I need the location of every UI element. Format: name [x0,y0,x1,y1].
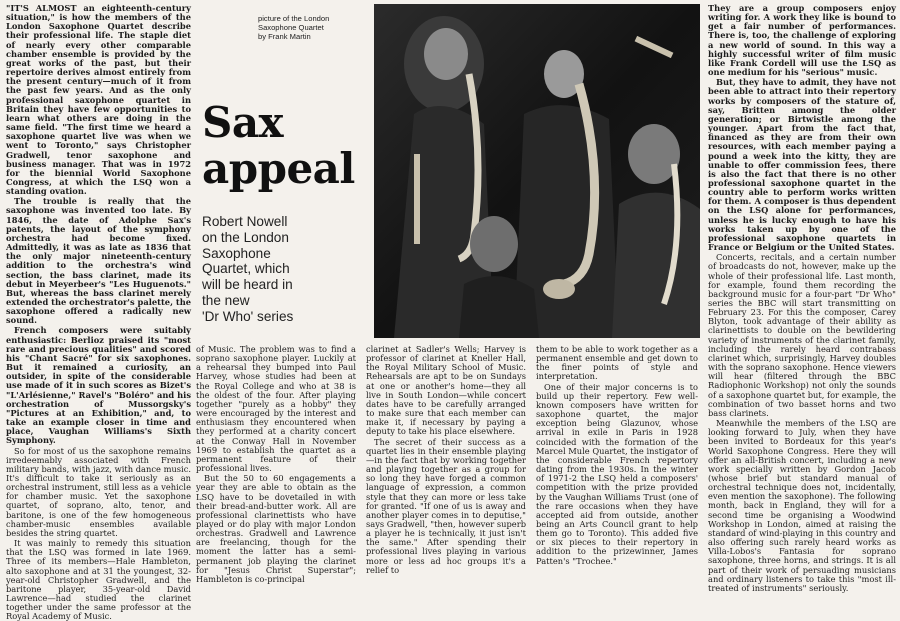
paragraph: Concerts, recitals, and a certain number of broadcasts do not, however, make up the whole of their professional life. Last month, for example, found them recording the background music for a four-part "Dr Who" series the BBC will start transmitting on February 23. For this the composer, Carey Blyton, took advantage of their ability as clarinettists to double on the bewildering variety of instruments of the clarinet family, including the rarely heard contrabass clarinet which, surprisingly, Harvey doubles with the soprano saxophone. Hence viewers will hear (filtered through the BBC Radiophonic Workshop) not only the sounds of a saxophone quartet but, for example, the combination of two basset horns and two bass clarinets. [708,252,896,418]
paragraph: French composers were suitably enthusiastic: Berlioz praised its "most rare and precious qualities" and scored his "Chant Sacré" for six saxophones. But it remained a curiosity, an outsider, in spite of the considerable use made of it in such scores as Bizet's "L'Arlésienne," Ravel's "Boléro" and his orchestration of Mussorgsky's "Pictures at an Exhibition," and, to take an example closer in time and place, Vaughan Williams's Sixth Symphony. [6,325,191,446]
paragraph: The trouble is really that the saxophone was invented too late. By 1846, the date of Adolphe Sax's patents, the layout of the symphony orchestra had become fixed. Admittedly, it was as late as 1836 that the only major nineteenth-century addition to the orchestra's wind section, the bass clarinet, made its debut in Meyerbeer's "Les Huguenots." But, whereas the bass clarinet merely extended the orchestrator's palette, the saxophone offered a radically new sound. [6,196,191,326]
article-column-2 [196,344,356,584]
article-column-4 [536,345,698,581]
photo-credit-line: picture of the London [258,14,330,23]
standfirst-line: 'Dr Who' series [202,308,294,324]
paragraph: them to be able to work together as a permanent ensemble and get down to the finer points of style and interpretation. [536,344,698,382]
standfirst [202,214,370,325]
headline-block [196,4,372,338]
quartet-photo [374,4,700,338]
photo-illustration [374,4,700,338]
headline [202,100,370,192]
paragraph: But the 50 to 60 engagements a year they are able to obtain as the LSQ have to be dovetailed in with their bread-and-butter work. All are professional clarinettists who have played or do play with major London orchestras. Gradwell and Lawrence are freelancing, though for the moment the latter has a semi-permanent job playing the clarinet for "Jesus Christ Superstar"; Hambleton is co-principal [196,473,356,584]
standfirst-line: Quartet, which [202,261,290,277]
standfirst-line: Robert Nowell [202,214,288,229]
article-column-3 [366,345,526,581]
standfirst-line: will be heard in [202,277,293,293]
paragraph: The secret of their success as a quartet lies in their ensemble playing—in the fact that by working together and playing together as a group for so long they have forged a common language of expression, a common style that they can more or less take for granted. "If one of us is away and another player comes in to deputise," says Gradwell, "then, however superb a player he is technically, it just isn't the same." After spending their professional lives playing in various more or less ad hoc groups it's a relief to [366,436,526,575]
paragraph: "IT'S ALMOST an eighteenth-century situation," is how the members of the London Saxophone Quartet describe their professional life. The staple diet of nearly every other comparable chamber ensemble is provided by the great works of the past, but their repertoire derives almost entirely from the present century—much of it from the past few years. And as the only professional saxophone quartet in Britain they have few opportunities to learn what others are doing in the same field. "The first time we heard a saxophone quartet live was when we went to Toronto," says Christopher Gradwell, tenor saxophone and business manager. That was in 1972 for the biennial World Saxophone Congress, at which the LSQ won a standing ovation. [6,3,191,197]
standfirst-line: the new [202,292,250,308]
article-column-5 [708,3,896,593]
paragraph: One of their major concerns is to build up their repertory. Few well-known composers have written for saxophone quartet, the major exception being Glazunov, whose arrival in exile in Paris in 1928 coincided with the formation of the Marcel Mule Quartet, the instigator of the considerable French repertory dating from the 1930s. In the winter of 1971-2 the LSQ held a composers' competition with the prize provided by the Vaughan Williams Trust (one of the rare occasions when they have accepted aid from outside, another being an Arts Council grant to help them go to Toronto). This added five or six pieces to their repertory in addition to the prizewinner, James Patten's "Trochee." [536,381,698,566]
paragraph: Meanwhile the members of the LSQ are looking forward to July, when they have been invited to Bordeaux for this year's World Saxophone Congress. Here they will offer an all-British concert, including a new work specially written by Gordon Jacob (whose brief but standard manual of orchestral technique does not, incidentally, even mention the saxophone). The following month, back in England, they will for a second time be organising a Woodwind Workshop in London, aimed at raising the standard of wind-playing in this country and also offering such rarely heard works as Villa-Lobos's Fantasia for soprano saxophone, three horns, and strings. It is all part of their work of persuading musicians and ordinary listeners to take this "most ill-treated of instruments" seriously. [708,418,896,593]
photo-credit [258,14,368,41]
standfirst-line: Saxophone [202,245,271,261]
standfirst-line: on the London [202,229,289,245]
photo-credit-line: by Frank Martin [258,32,311,41]
photo-credit-line: Saxophone Quartet [258,23,324,32]
article-column-1 [6,3,191,621]
paragraph: So for most of us the saxophone remains irredeemably associated with French military bands, with jazz, with dance music. It's difficult to take it seriously as an orchestral instrument, still less as a vehicle for chamber music. Yet the saxophone quartet, of soprano, alto, tenor, and baritone, is one of the few homogeneous chamber-music ensembles available besides the string quartet. [6,445,191,538]
headline-line-1: Sax [202,98,284,147]
paragraph: They are a group composers enjoy writing for. A work they like is bound to get a fair number of performances. There is, too, the challenge of exploring a new world of sound. In this way a highly successful writer of film music like Frank Cordell will use the LSQ as one medium for his "serious" music. [708,3,896,78]
paragraph: clarinet at Sadler's Wells; Harvey is professor of clarinet at Kneller Hall, the Royal Military School of Music. Rehearsals are apt to be on Sundays at one or another's home—they all live in South London—while concert dates have to be carefully arranged to make sure that each member can make it, if necessary by paying a deputy to take his place elsewhere. [366,344,526,437]
paragraph: But, they have to admit, they have not been able to attract into their repertory works by composers of the stature of, say, Britten among the older generation; or Birtwistle among the younger. Apart from the fact that, financed as they are from their own resources, with each member paying a pound a week into the kitty, they are unable to offer commission fees, there is also the fact that there is no other professional saxophone quartet in the country able to perform works written for them. A composer is thus dependent on the LSQ alone for performances, unless he is lucky enough to have his works taken up by one of the professional saxophone quartets in France or Belgium or the United States. [708,77,896,253]
headline-line-2: appeal [202,144,355,193]
paragraph: It was mainly to remedy this situation that the LSQ was formed in late 1969. Three of its members—Hale Hambleton, alto saxophone and at 31 the youngest, 32-year-old Christopher Gradwell, and the baritone player, 35-year-old David Lawrence—had studied the clarinet together under the same professor at the Royal Academy of Music. [6,538,191,621]
paragraph: of Music. The problem was to find a soprano saxophone player. Luckily at a rehearsal they bumped into Paul Harvey, whose studies had been at the Royal College and who at 38 is the oldest of the four. After playing together "purely as a hobby" they were encouraged by the interest and enthusiasm they encountered when they performed at a charity concert at the Conway Hall in November 1969 to establish the quartet as a permanent feature of their professional lives. [196,344,356,474]
